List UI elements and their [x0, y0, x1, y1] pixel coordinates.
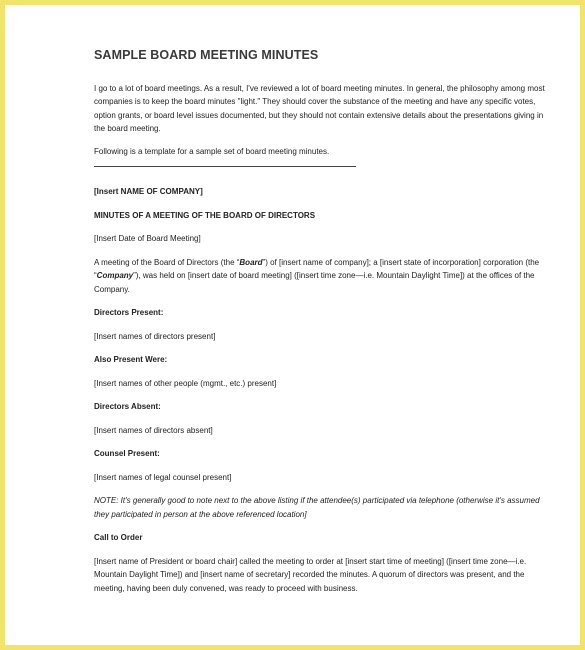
page-fade-overlay — [5, 605, 580, 645]
meeting-paragraph-part2: ”) of [insert name of company]; a [insert state of incorporation] corporation (the “ — [94, 257, 540, 280]
intro-paragraph: I go to a lot of board meetings. As a result, I've reviewed a lot of board meeting minutes. In general, the philosophy among most companies is to keep the board minutes "light." They should cover the substance of the meeting and have any specific votes, option grants, or board level issues documented, but they should not contain extensive details about the presentations giving in the board meeting. — [94, 83, 545, 133]
meeting-paragraph — [94, 256, 550, 297]
directors-absent-label: Directors Absent: — [94, 402, 161, 411]
counsel-present-value: [Insert names of legal counsel present] — [94, 472, 232, 482]
counsel-present-label: Counsel Present: — [94, 449, 160, 458]
board-term: Board — [239, 257, 263, 267]
document-title: SAMPLE BOARD MEETING MINUTES — [94, 48, 319, 62]
minutes-heading: MINUTES OF A MEETING OF THE BOARD OF DIRECTORS — [94, 210, 316, 220]
directors-absent-value: [Insert names of directors absent] — [94, 425, 213, 435]
template-note: Following is a template for a sample set of board meeting minutes. — [94, 146, 330, 156]
call-to-order-text: [Insert name of President or board chair] called the meeting to order at [insert start time of meeting] ([insert time zone—i.e. Mountain Daylight Time]) and [insert name of secretary] recorded the minutes. A quorum of directors was present, and the meeting, having been duly convened, was ready to proceed with business. — [94, 556, 527, 593]
company-name-placeholder: [Insert NAME OF COMPANY] — [94, 187, 203, 196]
directors-present-value: [Insert names of directors present] — [94, 331, 216, 341]
attendance-note: NOTE: It's generally good to note next to the above listing if the attendee(s) participated via telephone (otherwise it's assumed they participated in person at the above referenced location] — [94, 496, 540, 519]
meeting-paragraph-part3: ”), was held on [insert date of board meeting] ([insert time zone—i.e. Mountain Daylight Time]) at the offices of the Company. — [94, 271, 535, 294]
document-page — [5, 5, 580, 645]
signature-rule — [94, 166, 356, 167]
also-present-value: [Insert names of other people (mgmt., etc.) present] — [94, 378, 277, 388]
company-term: Company — [96, 271, 134, 280]
directors-present-label: Directors Present: — [94, 308, 164, 317]
meeting-date: [Insert Date of Board Meeting] — [94, 234, 201, 243]
call-to-order-label: Call to Order — [94, 533, 143, 542]
meeting-paragraph-part1: A meeting of the Board of Directors (the “ — [94, 257, 240, 267]
also-present-label: Also Present Were: — [94, 355, 168, 364]
